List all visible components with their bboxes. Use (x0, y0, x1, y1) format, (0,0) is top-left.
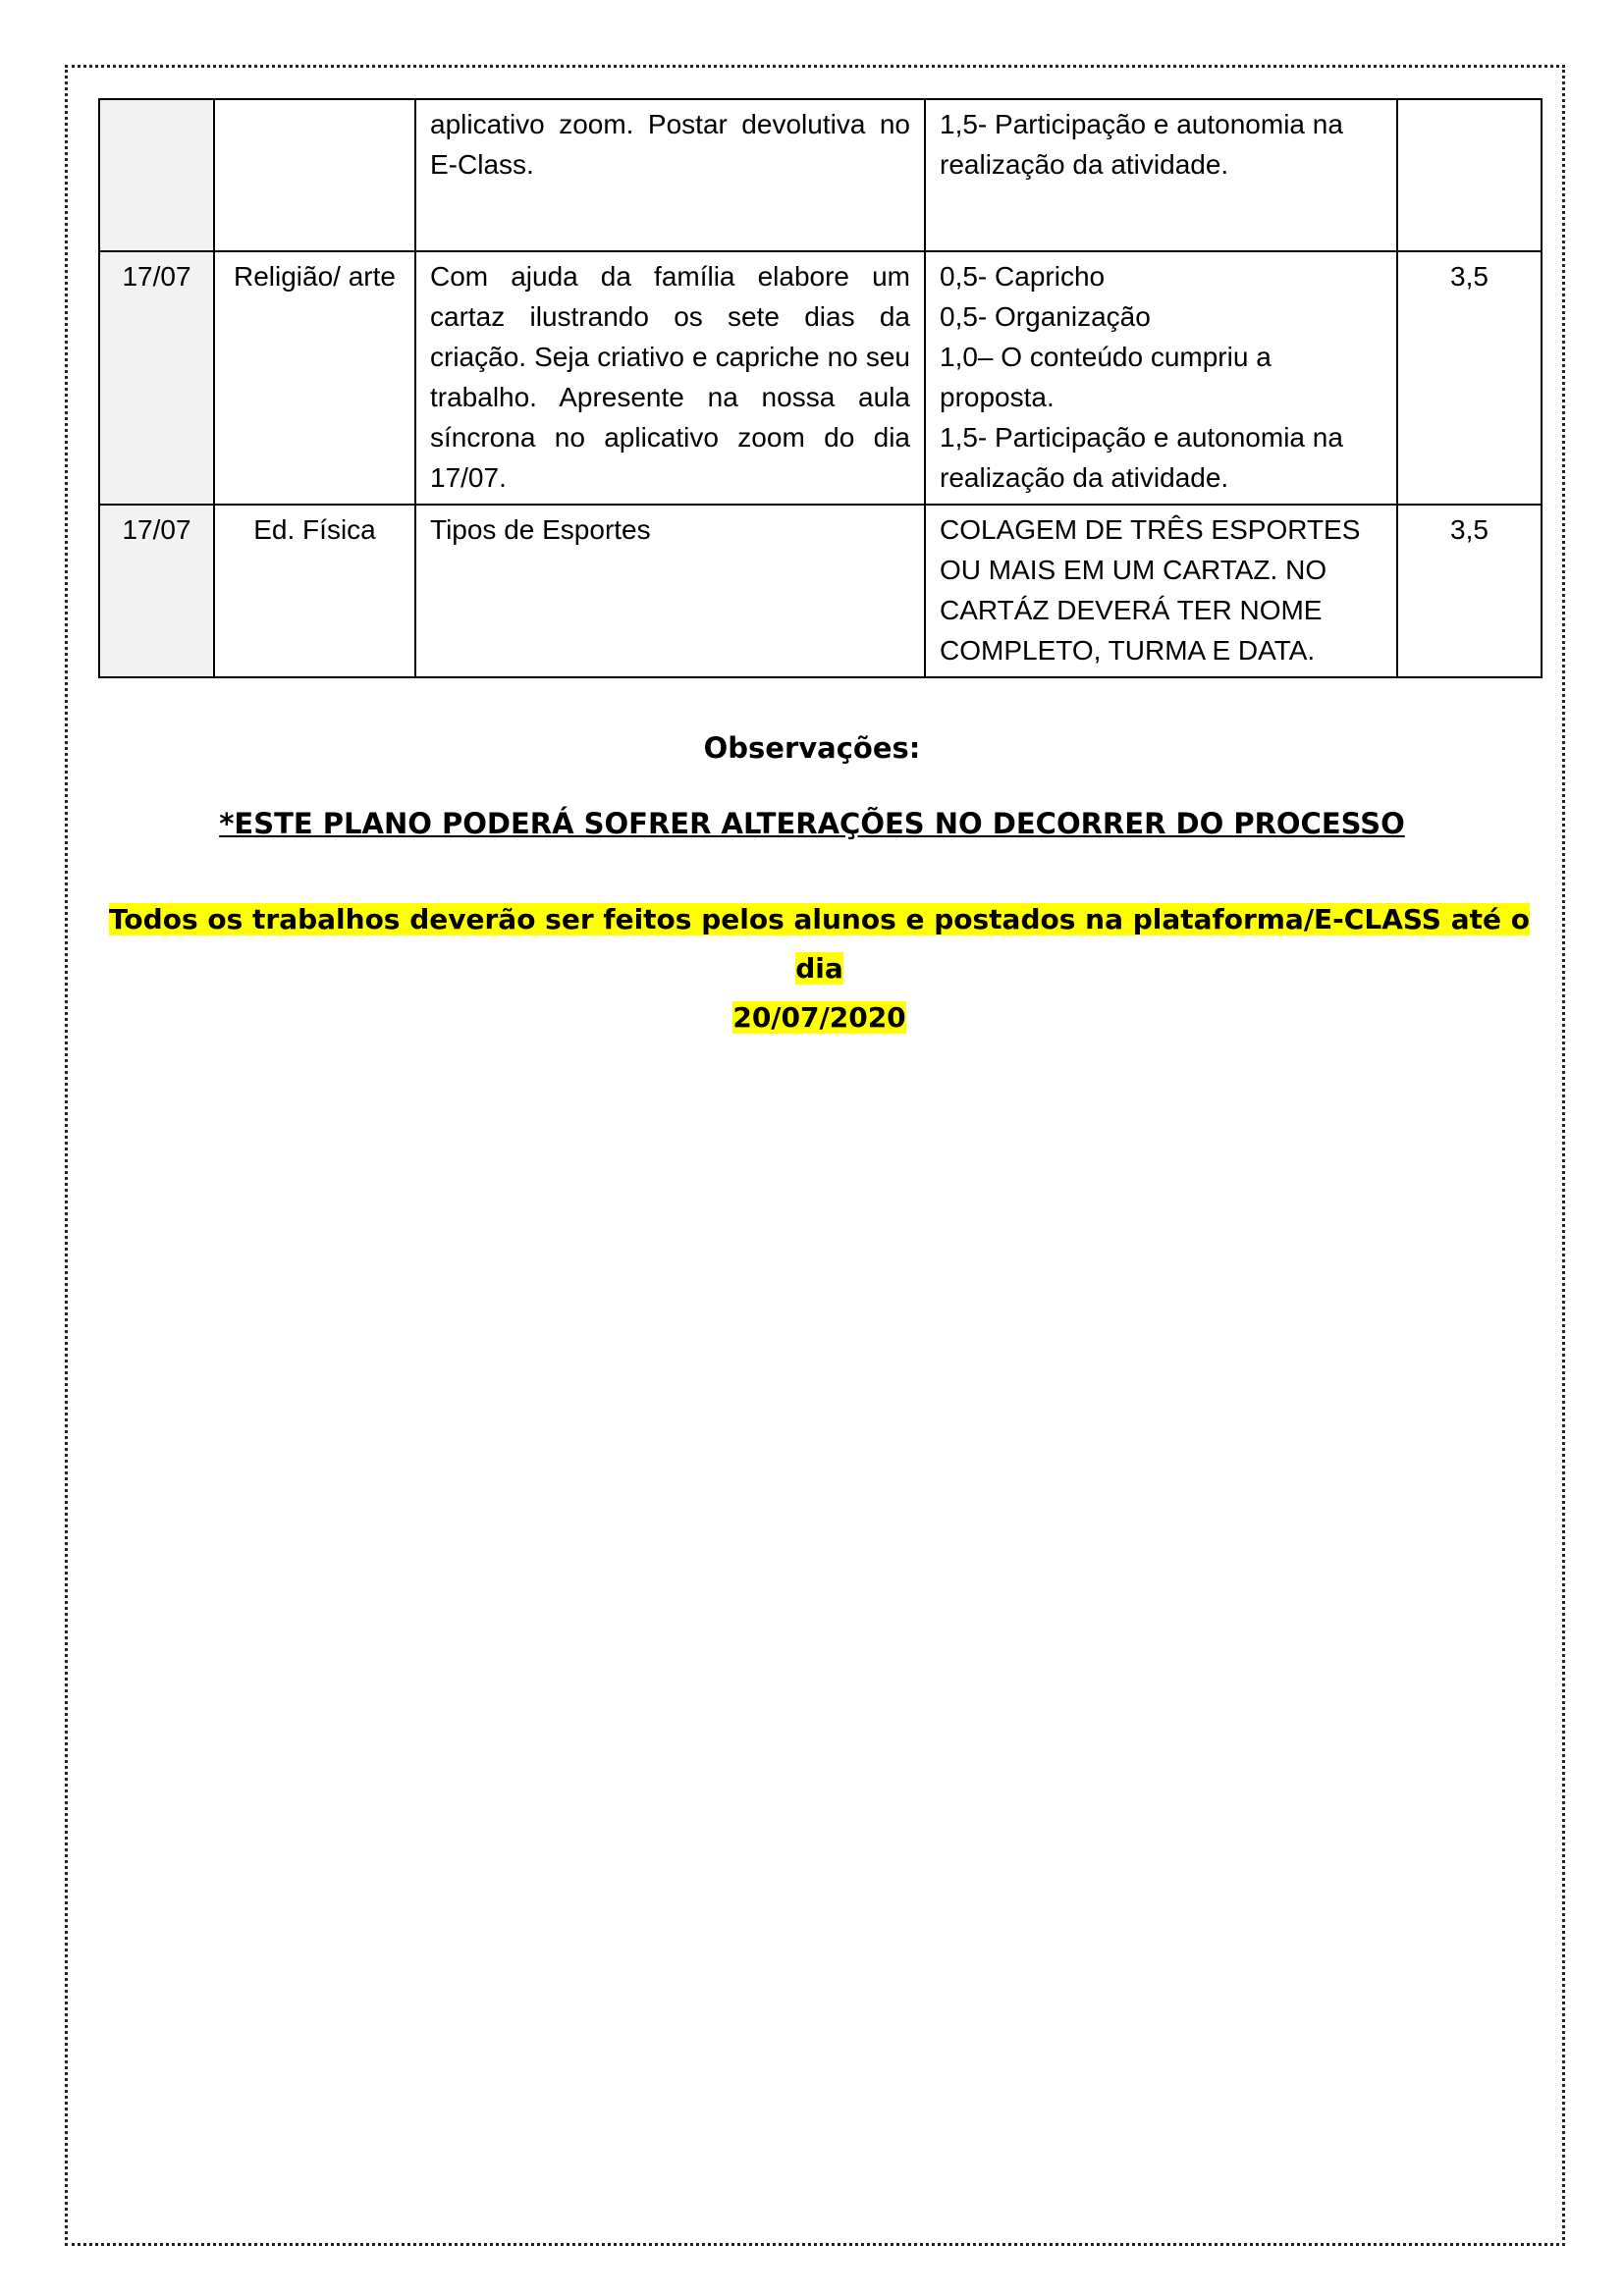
criteria-cell (925, 251, 1397, 505)
criteria-cell (925, 99, 1397, 251)
criteria-line: 0,5- Capricho (940, 261, 1106, 292)
observations-title: Observações: (703, 731, 921, 765)
deadline-notice (98, 895, 1541, 1042)
plan-change-warning: *ESTE PLANO PODERÁ SOFRER ALTERAÇÕES NO DECORRER DO PROCESSO (219, 807, 1405, 840)
activity-cell: aplicativo zoom. Postar devolutiva no E-Class. (415, 99, 925, 251)
date-cell (99, 99, 214, 251)
activity-cell: Tipos de Esportes (415, 505, 925, 677)
criteria-line: COLAGEM DE TRÊS ESPORTES OU MAIS EM UM CARTAZ. NO CARTÁZ DEVERÁ TER NOME COMPLETO, TURMA E DATA. (940, 514, 1361, 666)
date-cell: 17/07 (99, 505, 214, 677)
score-cell (1397, 99, 1542, 251)
table-row (99, 99, 1542, 251)
score-cell: 3,5 (1397, 251, 1542, 505)
deadline-date: 20/07/2020 (732, 1001, 906, 1034)
table-row (99, 505, 1542, 677)
criteria-line: 1,5- Participação e autonomia na realização da atividade. (940, 422, 1343, 493)
subject-cell: Ed. Física (214, 505, 415, 677)
criteria-line: 1,5- Participação e autonomia na realização da atividade. (940, 109, 1343, 180)
criteria-cell (925, 505, 1397, 677)
subject-cell (214, 99, 415, 251)
activity-cell: Com ajuda da família elabore um cartaz ilustrando os sete dias da criação. Seja criativo e capriche no seu trabalho. Apresente na nossa aula síncrona no aplicativo zoom do dia 17/07. (415, 251, 925, 505)
table-row (99, 251, 1542, 505)
subject-cell: Religião/ arte (214, 251, 415, 505)
score-cell: 3,5 (1397, 505, 1542, 677)
deadline-line-1: Todos os trabalhos deverão ser feitos pelos alunos e postados na plataforma/E-CLASS até o dia (109, 903, 1530, 985)
date-cell: 17/07 (99, 251, 214, 505)
criteria-line: 0,5- Organização (940, 301, 1151, 332)
criteria-line: 1,0– O conteúdo cumpriu a proposta. (940, 342, 1272, 412)
activity-plan-table (98, 98, 1543, 678)
